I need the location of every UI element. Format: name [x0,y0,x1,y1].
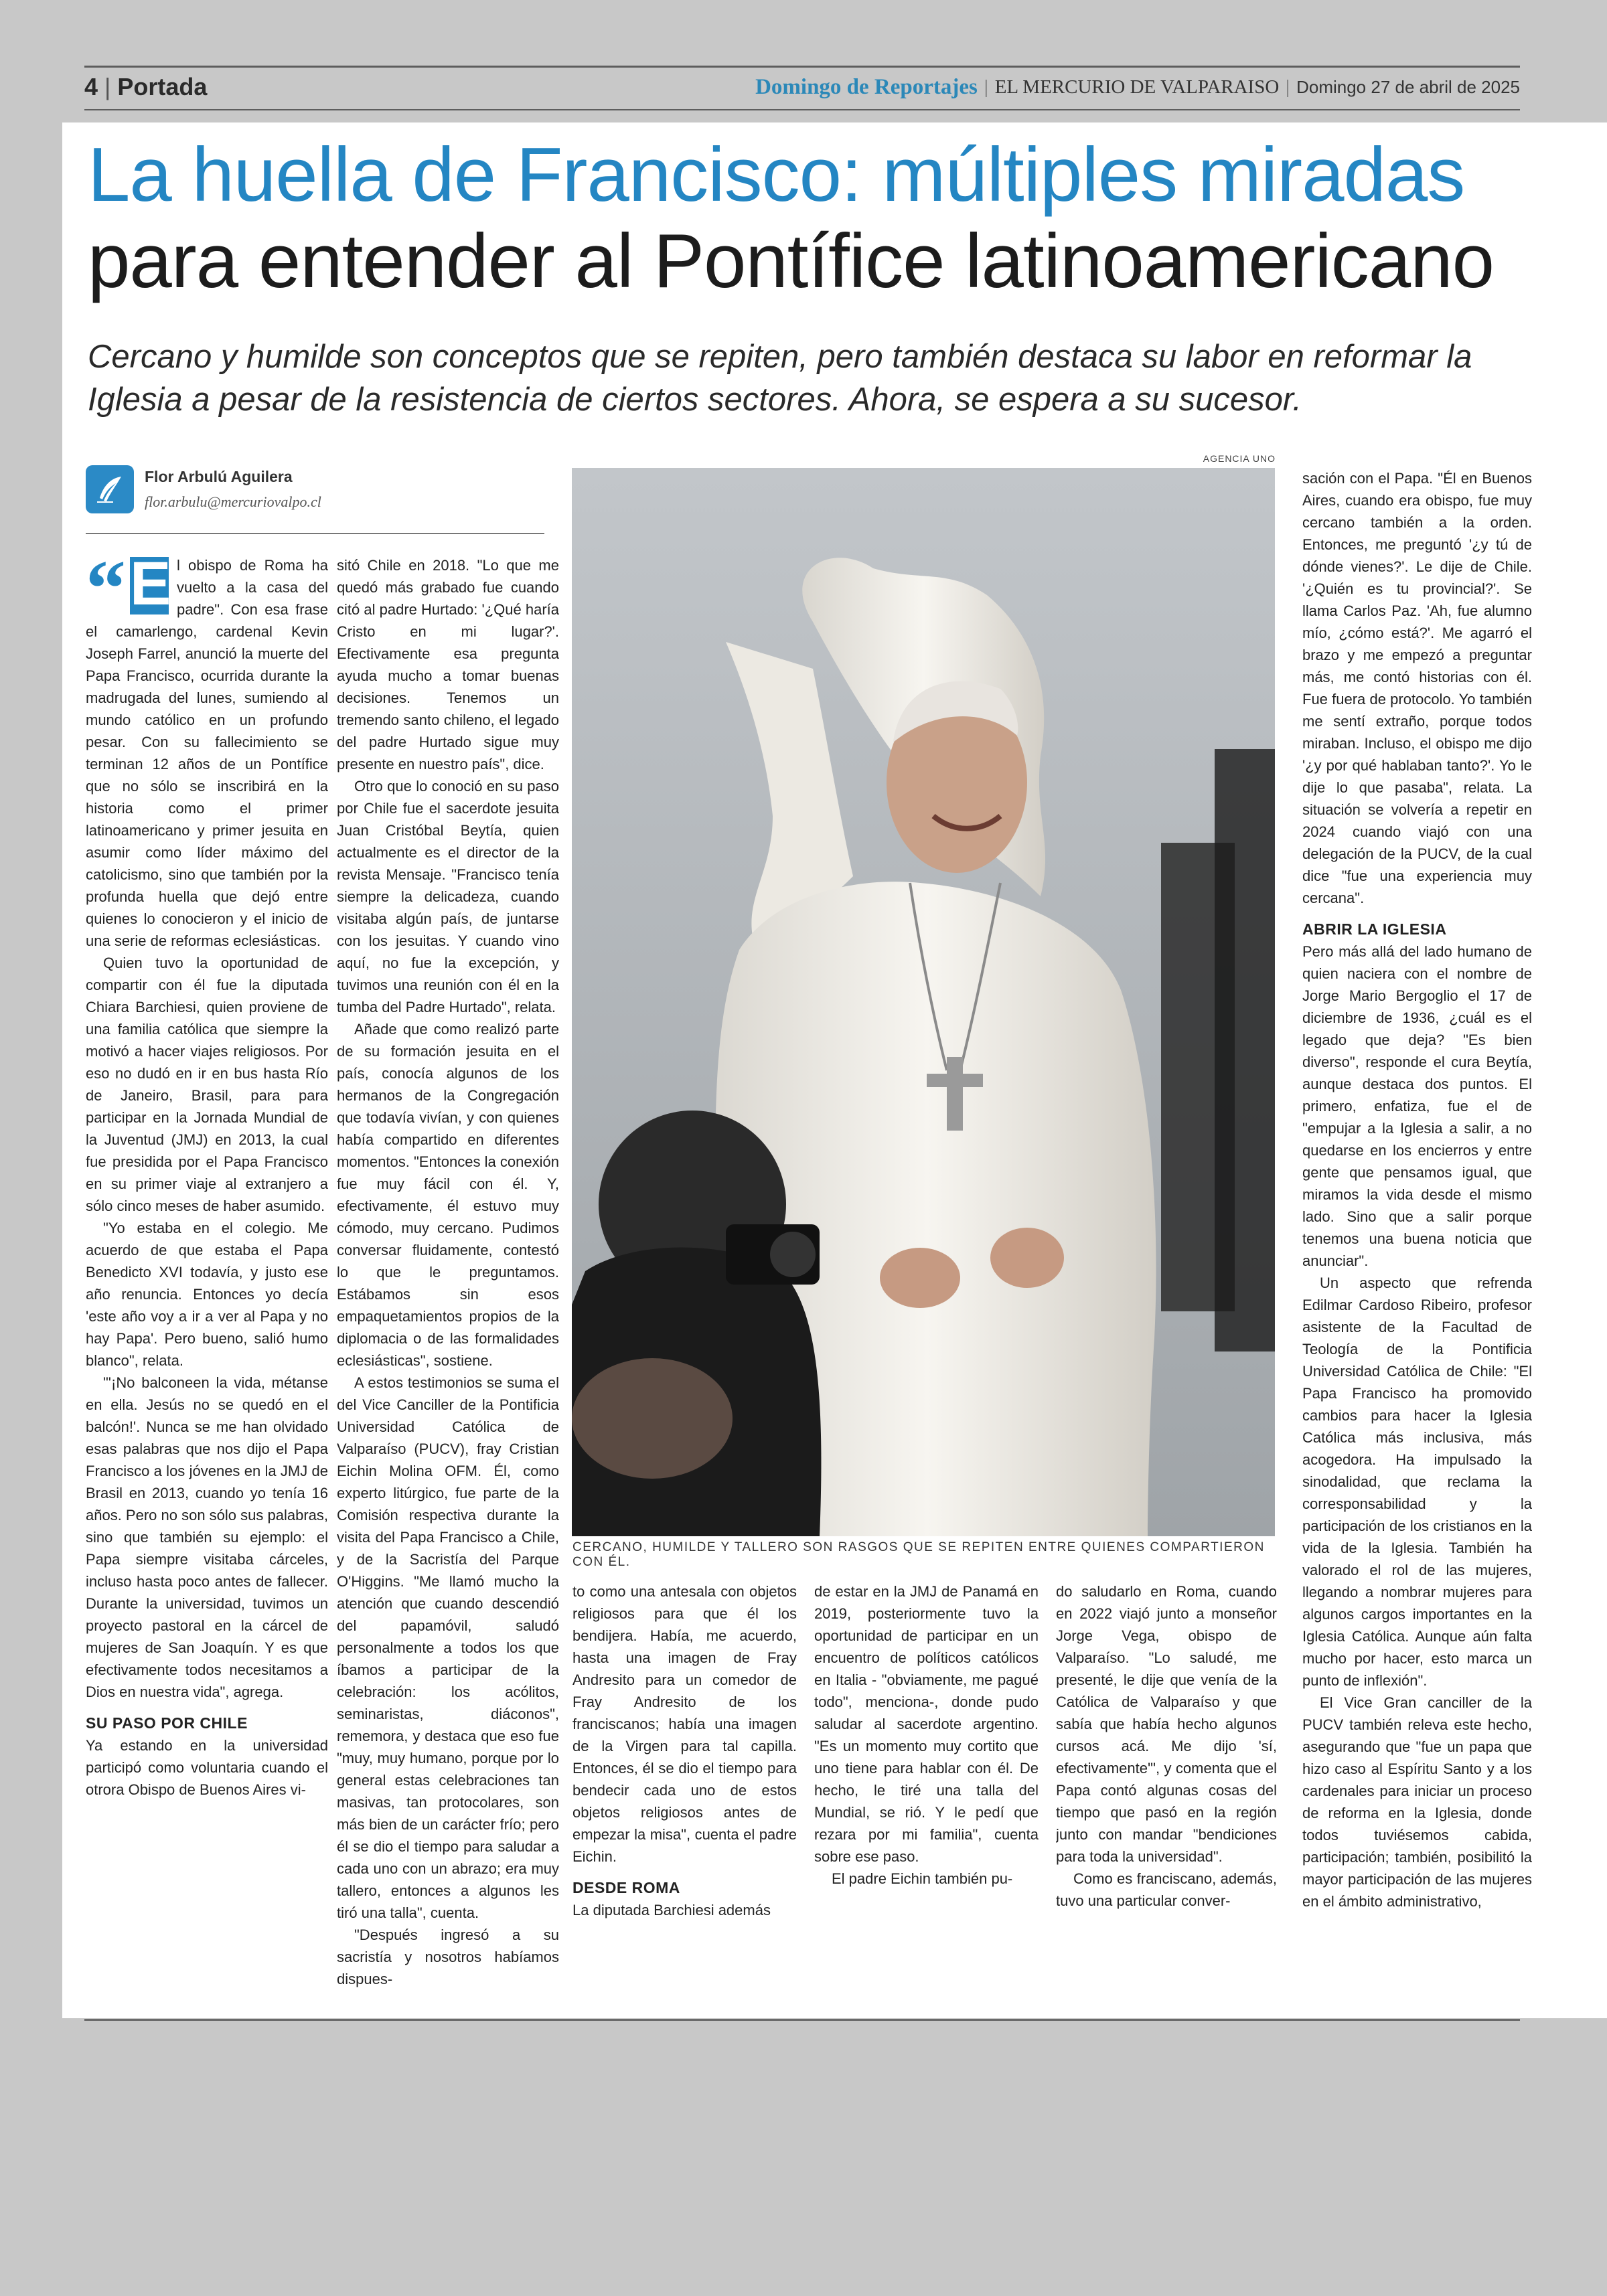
photo-illustration [572,468,1275,1536]
paragraph: to como una antesala con objetos religiosos para que él los bendijera. Había, me acuerdo, hasta una imagen de Fray Andresito para un comedor de Fray Andresito de los franciscanos; había una imagen de la Virgen para tal capilla. Entonces, él se dio el tiempo para bendecir cada uno de estos objetos religiosos antes de empezar la misa", cuenta el padre Eichin. [572,1583,797,1865]
paragraph: de estar en la JMJ de Panamá en 2019, posteriormente tuvo la oportunidad de participar en un encuentro de políticos católicos en Italia - "obviamente, me pagué todo", menciona-, donde pudo saludar al sacerdote argentino. "Es un momento muy cortito que uno tiene para hablar con él. De hecho, le tiré una talla del Mundial, se rió. Y le pedí que rezara por mi familia", cuenta sobre ese paso. [814,1583,1039,1865]
footer-rule [84,2019,1520,2021]
byline [86,465,554,519]
supplement-name: Domingo de Reportajes [755,74,978,99]
paragraph: sitó Chile en 2018. "Lo que me quedó más grabado fue cuando citó al padre Hurtado: '¿Qué haría Cristo en mi lugar?'. Efectivamente esa pregunta ayuda mucho a tomar buenas decisiones. Tenemos un tremendo santo chileno, el legado del padre Hurtado sigue muy presente en nuestro país", dice. [337,557,559,772]
page-folio [84,67,207,107]
body-column-4 [814,1580,1039,2016]
photo-caption: CERCANO, HUMILDE Y TALLERO SON RASGOS QUE SE REPITEN ENTRE QUIENES COMPARTIERON CON ÉL. [572,1540,1265,1569]
author-name: Flor Arbulú Aguilera [145,468,293,485]
pope-photo [572,468,1275,1536]
page-number: 4 [84,73,98,100]
paragraph-text: l obispo de Roma ha vuelto a la casa del padre". Con esa frase el camarlengo, cardenal Kevin Joseph Farrel, anunció la muerte del Papa Francisco, ocurrida durante la madrugada del lunes, sumiendo al mundo católico en un profundo pesar. Con su fallecimiento se terminan 12 años de un Pontífice que no sólo se inscribirá en la historia como el primer latinoamericano y primer jesuita en asumir como líder máximo del catolicismo, sino que también por la profunda huella que dejó entre quienes lo conocieron y el inicio de una serie de reformas eclesiásticas. [86,557,328,949]
paragraph: Ya estando en la universidad participó como voluntaria cuando el otrora Obispo de Buenos Aires vi- [86,1737,328,1798]
paragraph: "Yo estaba en el colegio. Me acuerdo de que estaba el Papa Benedicto XVI todavía, y justo ese año renuncia. Entonces yo decía 'este año voy a ir a ver al Papa y no hay Papa'. Pero bueno, salió humo blanco", relata. [86,1220,328,1369]
drop-cap: E [130,554,171,618]
paragraph: "Después ingresó a su sacristía y nosotros habíamos dispues- [337,1926,559,1987]
article-sheet [62,122,1607,2018]
photo-credit: AGENCIA UNO [1203,453,1276,464]
body-column-3 [572,1580,797,2016]
folio-separator: | [104,73,111,100]
paragraph: Pero más allá del lado humano de quien naciera con el nombre de Jorge Mario Bergoglio el 17 de diciembre de 1936, ¿cuál es el legado que deja? "Es bien diverso", responde el cura Beytía, aunque destaca dos puntos. El primero, enfatiza, fue el de "empujar a la Iglesia a salir, a no quedarse en los encierros y entre gente que pensamos igual, que miramos la vida desde el mismo lado. Sino que a salir porque tenemos una buena noticia que anunciar". [1302,943,1532,1269]
subheading: ABRIR LA IGLESIA [1302,920,1447,938]
paragraph: Otro que lo conoció en su paso por Chile fue el sacerdote jesuita Juan Cristóbal Beytía, quien actualmente es el director de la revista Mensaje. "Francisco tenía siempre la delicadeza, cuando visitaba algún país, de juntarse con los jesuitas. Y cuando vino aquí, no fue la excepción, y tuvimos una reunión con él en la tumba del Padre Hurtado", relata. [337,778,559,1015]
quill-pen-icon [86,465,134,513]
paragraph: Añade que como realizó parte de su formación jesuita en el país, conocía algunos de los hermanos de la Congregación que todavía vivían, y con quienes había compartido en diferentes momentos. "Entonces la conexión fue muy fácil con él. Y, efectivamente, él estuvo muy cómodo, muy cercano. Pudimos conversar fluidamente, contestó lo que le preguntamos. Estábamos sin esos empaquetamientos propios de la diplomacia o de las formalidades eclesiásticas", sostiene. [337,1021,559,1369]
paragraph: A estos testimonios se suma el del Vice Canciller de la Pontificia Universidad Católica de Valparaíso (PUCV), fray Cristian Eichin Molina OFM. Él, como experto litúrgico, fue parte de la Comisión respectiva durante la visita del Papa Francisco a Chile, y de la Sacristía del Parque O'Higgins. "Me llamó mucho la atención que cuando descendió del papamóvil, saludó personalmente a todos los que íbamos a participar de la celebración: los acólitos, seminaristas, diáconos", rememora, y destaca que eso fue "muy, muy humano, porque por lo general estas celebraciones tan masivas, tan protocolares, son más bien de un carácter frío; pero él se dio el tiempo para saludar a cada uno con un abrazo; era muy tallero, entonces a algunos les tiró una talla", cuenta. [337,1374,559,1921]
section-name: Portada [117,73,208,100]
body-column-1 [86,554,328,2017]
paragraph: El padre Eichin también pu- [832,1870,1013,1887]
headline-line-2: para entender al Pontífice latinoamericano [88,219,1495,304]
byline-rule [86,533,544,534]
paragraph: sación con el Papa. "Él en Buenos Aires, cuando era obispo, fue muy cercano también a la orden. Entonces, me preguntó '¿y tú de dónde vienes?'. Le dije de Chile. '¿Quién es tu provincial?'. Se llama Carlos Paz. 'Ah, fue alumno mío, ¿cómo está?'. Me agarró el brazo y me empezó a preguntar más, me contó historias con él. Fue fuera de protocolo. Yo también me sentí extraño, porque todos miraban. Incluso, el obispo me dijo '¿y por qué hablaban tanto?'. Yo le dije lo que pasaba", relata. La situación se volvería a repetir en 2024 cuando viajó con una delegación de la PUCV, de la cual dice "fue una experiencia muy cercana". [1302,470,1532,906]
lead-paragraph [86,554,328,952]
paragraph: "'¡No balconeen la vida, métanse en ella. Jesús no se quedó en el balcón!'. Nunca se me han olvidado esas palabras que nos dijo el Papa Francisco a los jóvenes en la JMJ de Brasil en 2013, cuando yo tenía 16 años. Pero no son sólo sus palabras, sino que también su ejemplo: el Papa siempre visitaba cárceles, incluso hasta poco antes de fallecer. Durante la universidad, tuvimos un proyecto pastoral en la cárcel de mujeres de San Joaquín. Y es que efectivamente todos necesitamos a Dios en nuestra vida", agrega. [86,1374,328,1700]
paragraph: Como es franciscano, además, tuvo una particular conver- [1056,1870,1277,1909]
body-column-2 [337,554,559,2017]
subheading: DESDE ROMA [572,1879,680,1896]
paragraph: Quien tuvo la oportunidad de compartir con él fue la diputada Chiara Barchiesi, quien proviene de una familia católica que siempre la motivó a hacer viajes religiosos. Por eso no dudó en ir en bus hasta Río de Janeiro, Brasil, para para participar en la Jornada Mundial de la Juventud (JMJ) en 2013, la cual fue presidida por el Papa Francisco en su primer viaje al extranjero a sólo cinco meses de haber asumido. [86,955,328,1214]
article-deck: Cercano y humilde son conceptos que se repiten, pero también destaca su labor en reformar la Iglesia a pesar de la resistencia de ciertos sectores. Ahora, se espera a su sucesor. [88,339,1472,418]
newspaper-name: EL MERCURIO DE VALPARAISO [994,76,1280,98]
paragraph: El Vice Gran canciller de la PUCV también releva este hecho, asegurando que "fue un papa que hizo caso al Espíritu Santo y a los cardenales para iniciar un proceso de reforma en la Iglesia, donde todos tuviésemos cabida, participación; también, posibilitó la mayor participación de las mujeres en el ámbito administrativo, [1302,1694,1532,1910]
author-email[interactable]: flor.arbulu@mercuriovalpo.cl [145,493,321,510]
header-bottom-rule [84,109,1520,110]
opening-quote-icon: “ [86,554,126,633]
body-column-5 [1056,1580,1277,2016]
headline-line-1: La huella de Francisco: múltiples miradas [88,133,1465,218]
body-column-6 [1302,467,1532,2017]
paragraph: do saludarlo en Roma, cuando en 2022 viajó junto a monseñor Jorge Vega, obispo de Valparaíso. "Lo saludé, me presenté, le dije que venía de la Católica de Valparaíso y que sabía que había hecho algunos cursos acá. Me dijo 'sí, efectivamente'", y comenta que el Papa contó algunas cosas del tiempo que pasó en la región junto con mandar "bendiciones para toda la universidad". [1056,1583,1277,1865]
masthead-line [755,67,1520,107]
paragraph: Un aspecto que refrenda Edilmar Cardoso Ribeiro, profesor asistente de la Facultad de Teología de la Pontificia Universidad Católica de Chile: "El Papa Francisco ha promovido cambios para hacer la Iglesia Católica más inclusiva, más acogedora. Ha impulsado la sinodalidad, que reclama la corresponsabilidad y la participación de los cristianos en la vida de la Iglesia. También ha valorado el rol de las mujeres, llegando a nombrar mujeres para algunos cargos importantes en la Iglesia Católica. Aunque aún falta mucho por hacer, esto marca un punto de inflexión". [1302,1275,1532,1689]
paragraph: La diputada Barchiesi además [572,1902,771,1918]
issue-date: Domingo 27 de abril de 2025 [1296,76,1520,97]
masthead-separator: | [1286,76,1290,98]
masthead-separator: | [984,76,988,98]
subheading: SU PASO POR CHILE [86,1714,248,1732]
